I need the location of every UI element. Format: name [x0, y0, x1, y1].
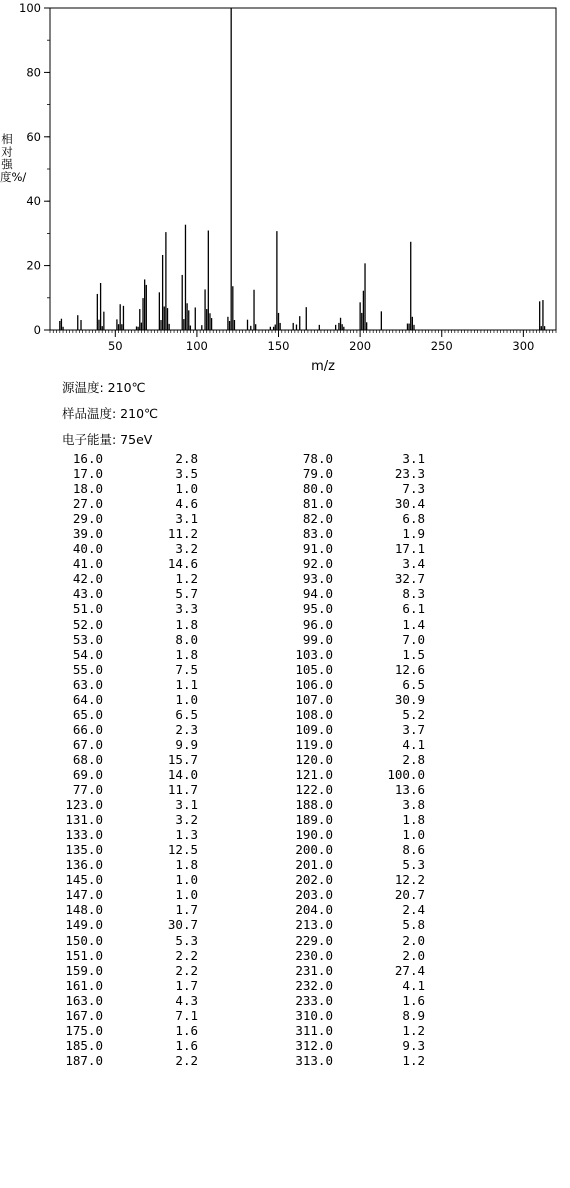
mz-cell: 67.0	[72, 736, 103, 752]
mz-cell: 313.0	[295, 1052, 333, 1068]
intensity-cell: 1.3	[175, 827, 198, 843]
table-row	[58, 571, 425, 586]
table-row	[58, 887, 425, 902]
mz-cell: 83.0	[302, 526, 333, 542]
peak-table	[58, 451, 425, 1068]
table-row	[58, 1023, 425, 1038]
table-row	[58, 647, 425, 662]
table-row	[58, 466, 425, 481]
intensity-cell: 8.9	[402, 1007, 425, 1023]
x-tick-label: 100	[185, 339, 208, 353]
intensity-cell: 1.8	[175, 857, 198, 873]
mz-cell: 106.0	[295, 676, 333, 692]
intensity-cell: 12.5	[167, 842, 198, 858]
mz-cell: 188.0	[295, 797, 333, 813]
intensity-cell: 1.0	[175, 887, 198, 903]
intensity-cell: 4.1	[402, 977, 425, 993]
mz-cell: 63.0	[72, 676, 103, 692]
mz-cell: 187.0	[65, 1052, 103, 1068]
table-row	[58, 978, 425, 993]
table-row	[58, 948, 425, 963]
mz-cell: 29.0	[72, 511, 103, 527]
intensity-cell: 15.7	[167, 751, 198, 767]
mz-cell: 150.0	[65, 932, 103, 948]
intensity-cell: 14.0	[167, 766, 198, 782]
intensity-cell: 12.6	[394, 661, 425, 677]
mz-cell: 167.0	[65, 1007, 103, 1023]
table-row	[58, 872, 425, 887]
table-row	[58, 902, 425, 917]
mz-cell: 230.0	[295, 947, 333, 963]
table-row	[58, 752, 425, 767]
intensity-cell: 11.2	[167, 526, 198, 542]
intensity-cell: 3.2	[175, 812, 198, 828]
mz-cell: 175.0	[65, 1022, 103, 1038]
mz-cell: 200.0	[295, 842, 333, 858]
mz-cell: 103.0	[295, 646, 333, 662]
intensity-cell: 9.3	[402, 1037, 425, 1053]
y-tick-label: 100	[19, 1, 41, 15]
table-row	[58, 632, 425, 647]
intensity-cell: 2.0	[402, 947, 425, 963]
intensity-cell: 2.2	[175, 962, 198, 978]
intensity-cell: 1.0	[402, 827, 425, 843]
mass-spectrum-chart	[0, 0, 570, 372]
intensity-cell: 3.1	[402, 451, 425, 466]
mz-cell: 65.0	[72, 706, 103, 722]
mz-cell: 39.0	[72, 526, 103, 542]
table-row	[58, 556, 425, 571]
intensity-cell: 8.6	[402, 842, 425, 858]
intensity-cell: 1.0	[175, 872, 198, 888]
mz-cell: 213.0	[295, 917, 333, 933]
mz-cell: 107.0	[295, 691, 333, 707]
intensity-cell: 1.5	[402, 646, 425, 662]
intensity-cell: 2.8	[175, 451, 198, 466]
mz-cell: 43.0	[72, 586, 103, 602]
intensity-cell: 1.9	[402, 526, 425, 542]
table-row	[58, 737, 425, 752]
mz-cell: 119.0	[295, 736, 333, 752]
table-row	[58, 842, 425, 857]
mz-cell: 312.0	[295, 1037, 333, 1053]
plot-frame	[50, 8, 556, 330]
mz-cell: 105.0	[295, 661, 333, 677]
intensity-cell: 6.5	[175, 706, 198, 722]
intensity-cell: 11.7	[167, 782, 198, 798]
table-row	[58, 797, 425, 812]
intensity-cell: 4.3	[175, 992, 198, 1008]
mz-cell: 185.0	[65, 1037, 103, 1053]
intensity-cell: 5.3	[402, 857, 425, 873]
mz-cell: 229.0	[295, 932, 333, 948]
intensity-cell: 1.8	[175, 616, 198, 632]
intensity-cell: 1.8	[402, 812, 425, 828]
table-row	[58, 722, 425, 737]
source-temperature: 源温度: 210℃	[62, 380, 146, 395]
intensity-cell: 5.7	[175, 586, 198, 602]
mz-cell: 93.0	[302, 571, 333, 587]
table-row	[58, 917, 425, 932]
mz-cell: 96.0	[302, 616, 333, 632]
mz-cell: 145.0	[65, 872, 103, 888]
intensity-cell: 7.0	[402, 631, 425, 647]
sample-temperature: 样品温度: 210℃	[62, 406, 159, 421]
intensity-cell: 1.6	[175, 1022, 198, 1038]
x-tick-label: 250	[430, 339, 453, 353]
intensity-cell: 1.1	[175, 676, 198, 692]
mz-cell: 147.0	[65, 887, 103, 903]
mz-cell: 51.0	[72, 601, 103, 617]
peak-table-body	[58, 451, 425, 1068]
table-row	[58, 451, 425, 466]
intensity-cell: 1.7	[175, 902, 198, 918]
mz-cell: 135.0	[65, 842, 103, 858]
table-row	[58, 511, 425, 526]
table-row	[58, 526, 425, 541]
table-row	[58, 707, 425, 722]
intensity-cell: 4.6	[175, 496, 198, 512]
mz-cell: 68.0	[72, 751, 103, 767]
electron-energy: 电子能量: 75eV	[62, 432, 153, 447]
table-row	[58, 827, 425, 842]
mz-cell: 95.0	[302, 601, 333, 617]
intensity-cell: 13.6	[394, 782, 425, 798]
mz-cell: 109.0	[295, 721, 333, 737]
intensity-cell: 30.7	[167, 917, 198, 933]
intensity-cell: 1.2	[175, 571, 198, 587]
mz-cell: 81.0	[302, 496, 333, 512]
intensity-cell: 17.1	[394, 541, 425, 557]
mz-cell: 311.0	[295, 1022, 333, 1038]
intensity-cell: 4.1	[402, 736, 425, 752]
y-tick-label: 60	[26, 129, 41, 144]
mz-cell: 91.0	[302, 541, 333, 557]
intensity-cell: 3.1	[175, 511, 198, 527]
mz-cell: 54.0	[72, 646, 103, 662]
y-tick-label: 40	[26, 194, 41, 209]
intensity-cell: 1.4	[402, 616, 425, 632]
intensity-cell: 3.7	[402, 721, 425, 737]
table-row	[58, 767, 425, 782]
table-row	[58, 541, 425, 556]
mz-cell: 310.0	[295, 1007, 333, 1023]
mz-cell: 120.0	[295, 751, 333, 767]
mz-cell: 232.0	[295, 977, 333, 993]
intensity-cell: 3.2	[175, 541, 198, 557]
mz-cell: 189.0	[295, 812, 333, 828]
mz-cell: 77.0	[72, 782, 103, 798]
mz-cell: 66.0	[72, 721, 103, 737]
intensity-cell: 3.5	[175, 466, 198, 482]
mz-cell: 40.0	[72, 541, 103, 557]
mz-cell: 108.0	[295, 706, 333, 722]
mz-cell: 92.0	[302, 556, 333, 572]
y-tick-label: 20	[26, 258, 41, 273]
table-row	[58, 993, 425, 1008]
table-row	[58, 496, 425, 511]
mz-cell: 233.0	[295, 992, 333, 1008]
table-row	[58, 1008, 425, 1023]
mz-cell: 94.0	[302, 586, 333, 602]
mz-cell: 149.0	[65, 917, 103, 933]
intensity-cell: 1.8	[175, 646, 198, 662]
table-row	[58, 601, 425, 616]
intensity-cell: 2.2	[175, 947, 198, 963]
intensity-cell: 1.7	[175, 977, 198, 993]
mz-cell: 201.0	[295, 857, 333, 873]
mz-cell: 151.0	[65, 947, 103, 963]
intensity-cell: 1.6	[402, 992, 425, 1008]
y-tick-label: 0	[33, 323, 41, 337]
intensity-cell: 3.8	[402, 797, 425, 813]
intensity-cell: 3.3	[175, 601, 198, 617]
mz-cell: 79.0	[302, 466, 333, 482]
table-row	[58, 1053, 425, 1068]
x-tick-label: 50	[107, 339, 123, 353]
mz-cell: 231.0	[295, 962, 333, 978]
table-row	[58, 1038, 425, 1053]
intensity-cell: 6.8	[402, 511, 425, 527]
table-row	[58, 782, 425, 797]
mz-cell: 52.0	[72, 616, 103, 632]
intensity-cell: 9.9	[175, 736, 198, 752]
intensity-cell: 7.5	[175, 661, 198, 677]
intensity-cell: 12.2	[394, 872, 425, 888]
intensity-cell: 3.4	[402, 556, 425, 572]
table-row	[58, 662, 425, 677]
mz-cell: 55.0	[72, 661, 103, 677]
mz-cell: 204.0	[295, 902, 333, 918]
intensity-cell: 6.1	[402, 601, 425, 617]
intensity-cell: 7.3	[402, 481, 425, 497]
mz-cell: 136.0	[65, 857, 103, 873]
table-row	[58, 586, 425, 601]
table-row	[58, 933, 425, 948]
mz-cell: 159.0	[65, 962, 103, 978]
mz-cell: 82.0	[302, 511, 333, 527]
mz-cell: 131.0	[65, 812, 103, 828]
mz-cell: 203.0	[295, 887, 333, 903]
mz-cell: 42.0	[72, 571, 103, 587]
mz-cell: 18.0	[72, 481, 103, 497]
intensity-cell: 5.8	[402, 917, 425, 933]
intensity-cell: 1.0	[175, 481, 198, 497]
mz-cell: 133.0	[65, 827, 103, 843]
table-row	[58, 481, 425, 496]
mz-cell: 99.0	[302, 631, 333, 647]
intensity-cell: 1.6	[175, 1037, 198, 1053]
mz-cell: 121.0	[295, 766, 333, 782]
intensity-cell: 3.1	[175, 797, 198, 813]
x-tick-label: 150	[267, 339, 290, 353]
intensity-cell: 1.0	[175, 691, 198, 707]
intensity-cell: 5.3	[175, 932, 198, 948]
intensity-cell: 8.0	[175, 631, 198, 647]
mz-cell: 64.0	[72, 691, 103, 707]
y-axis-label: 相对强度%/	[0, 132, 27, 184]
mz-cell: 27.0	[72, 496, 103, 512]
mz-cell: 41.0	[72, 556, 103, 572]
intensity-cell: 6.5	[402, 676, 425, 692]
mz-cell: 122.0	[295, 782, 333, 798]
mz-cell: 69.0	[72, 766, 103, 782]
intensity-cell: 30.4	[394, 496, 425, 512]
mz-cell: 123.0	[65, 797, 103, 813]
intensity-cell: 2.0	[402, 932, 425, 948]
intensity-cell: 2.8	[402, 751, 425, 767]
table-row	[58, 812, 425, 827]
mz-cell: 163.0	[65, 992, 103, 1008]
intensity-cell: 2.2	[175, 1052, 198, 1068]
intensity-cell: 100.0	[387, 766, 425, 782]
mz-cell: 53.0	[72, 631, 103, 647]
intensity-cell: 2.3	[175, 721, 198, 737]
intensity-cell: 2.4	[402, 902, 425, 918]
mz-cell: 16.0	[72, 451, 103, 466]
mz-cell: 80.0	[302, 481, 333, 497]
table-row	[58, 692, 425, 707]
intensity-cell: 23.3	[394, 466, 425, 482]
table-row	[58, 963, 425, 978]
intensity-cell: 32.7	[394, 571, 425, 587]
intensity-cell: 30.9	[394, 691, 425, 707]
x-axis-label: m/z	[311, 359, 335, 372]
intensity-cell: 27.4	[394, 962, 425, 978]
mz-cell: 161.0	[65, 977, 103, 993]
mz-cell: 190.0	[295, 827, 333, 843]
x-tick-label: 200	[349, 339, 372, 353]
y-tick-label: 80	[26, 65, 41, 80]
intensity-cell: 20.7	[394, 887, 425, 903]
table-row	[58, 677, 425, 692]
intensity-cell: 5.2	[402, 706, 425, 722]
intensity-cell: 14.6	[167, 556, 198, 572]
mz-cell: 148.0	[65, 902, 103, 918]
mz-cell: 202.0	[295, 872, 333, 888]
intensity-cell: 1.2	[402, 1052, 425, 1068]
intensity-cell: 7.1	[175, 1007, 198, 1023]
intensity-cell: 1.2	[402, 1022, 425, 1038]
mz-cell: 17.0	[72, 466, 103, 482]
mz-cell: 78.0	[302, 451, 333, 466]
intensity-cell: 8.3	[402, 586, 425, 602]
table-row	[58, 857, 425, 872]
table-row	[58, 617, 425, 632]
x-tick-label: 300	[512, 339, 535, 353]
